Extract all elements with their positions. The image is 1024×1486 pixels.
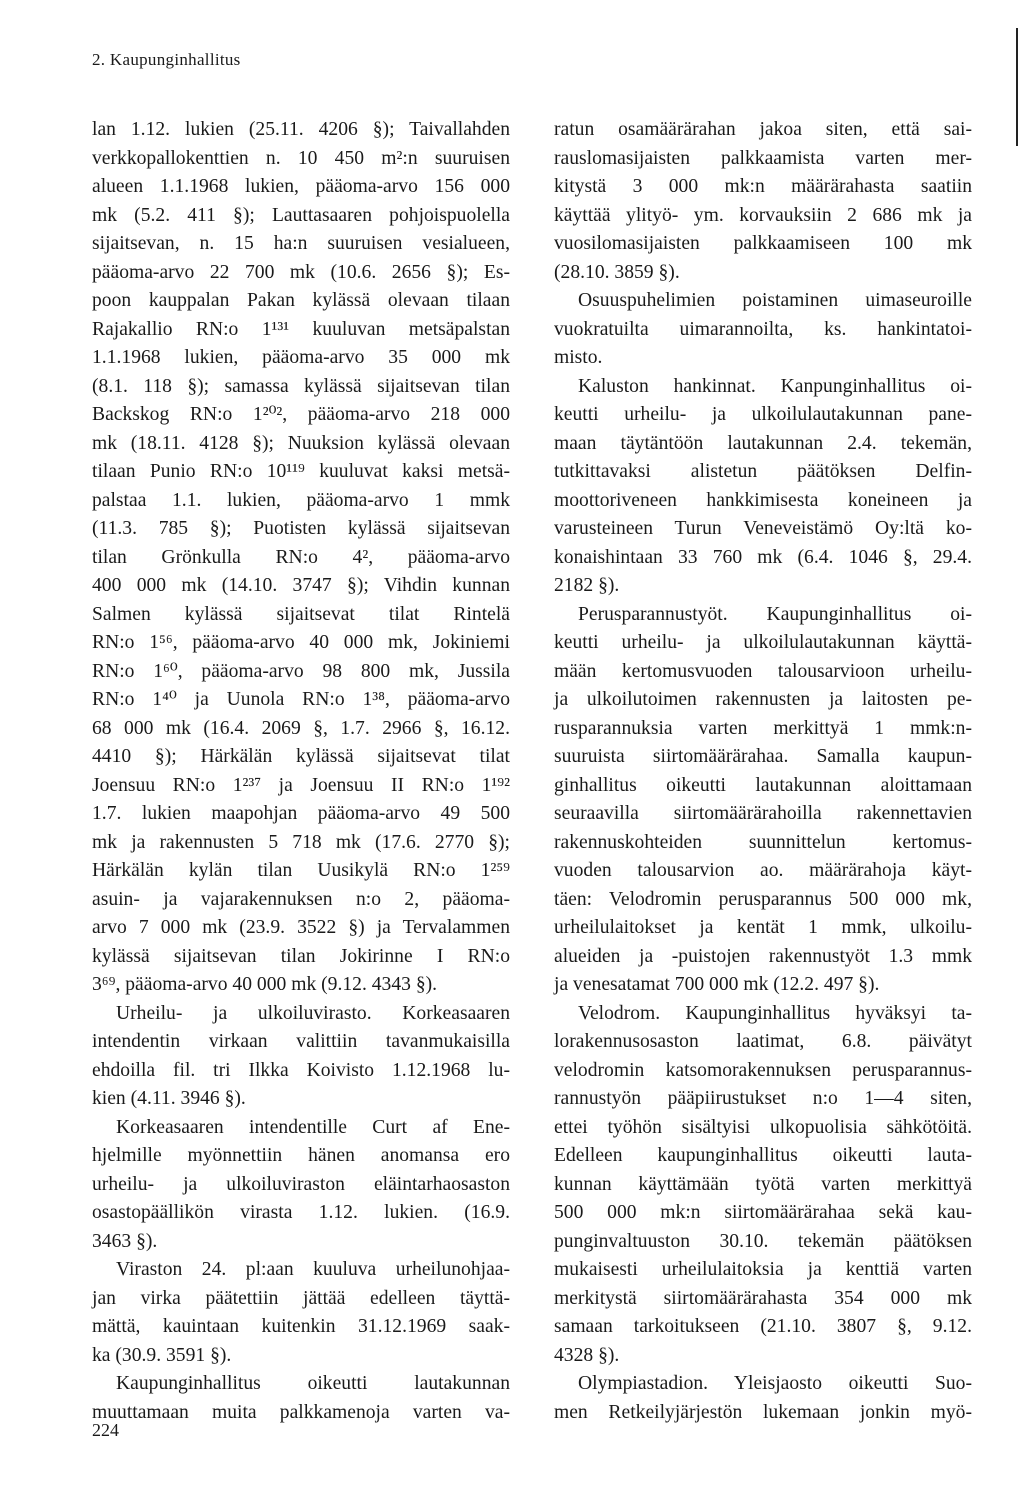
text-line: 400 000 mk (14.10. 3747 §); Vihdin kunnan — [92, 575, 510, 596]
text-line: sijaitsevan, n. 15 ha:n suuruisen vesialueen, — [92, 233, 510, 254]
text-line: vuoden talousarvion ao. määrärahoja käyt- — [554, 860, 972, 881]
text-line: suuruista siirtomäärärahaa. Samalla kaupun- — [554, 746, 972, 767]
text-line: mk ja rakennusten 5 718 mk (17.6. 2770 §); — [92, 831, 510, 853]
text-line: Olympiastadion. Yleisjaosto oikeutti Suo- — [578, 1373, 972, 1394]
text-line: asuin- ja vajarakennuksen n:o 2, pääoma- — [92, 888, 510, 910]
text-line: Korkeasaaren intendentille Curt af Ene- — [116, 1116, 510, 1138]
left-column — [92, 116, 510, 1427]
text-line: keutti urheilu- ja ulkoilulautakunnan pane- — [554, 404, 972, 425]
text-line: Velodrom. Kaupunginhallitus hyväksyi ta- — [578, 1002, 972, 1024]
text-line: keutti urheilu- ja ulkoilulautakunnan käyttä- — [554, 632, 972, 653]
text-line: kitystä 3 000 mk:n määrärahasta saatiin — [554, 176, 972, 197]
text-line: men Retkeilyjärjestön lukemaan jonkin myö- — [554, 1401, 972, 1423]
text-line: 3⁶⁹, pääoma-arvo 40 000 mk (9.12. 4343 §). — [92, 974, 438, 995]
text-line: rannustyön pääpiirustukset n:o 1—4 siten, — [554, 1088, 972, 1109]
text-line: varusteineen Turun Veneveistämö Oy:ltä ko- — [554, 518, 972, 539]
text-line: Kaupunginhallitus oikeutti lautakunnan — [116, 1373, 510, 1394]
text-line: rusparannuksia varten merkittyä 1 mmk:n- — [554, 717, 972, 739]
text-line: kunnan käyttämään työtä varten merkittyä — [554, 1173, 972, 1195]
text-line: Perusparannustyöt. Kaupunginhallitus oi- — [578, 603, 972, 625]
text-line: merkitystä siirtomäärärahasta 354 000 mk — [554, 1287, 972, 1309]
text-line: rakennuskohteiden suunnittelun kertomus- — [554, 831, 972, 853]
text-line: hjelmille myönnettiin hänen anomansa ero — [92, 1145, 510, 1166]
text-line: Rajakallio RN:o 1¹³¹ kuuluvan metsäpalstan — [92, 318, 510, 340]
text-line: misto. — [554, 347, 603, 368]
text-line: RN:o 1⁴⁰ ja Uunola RN:o 1³⁸, pääoma-arvo — [92, 689, 510, 710]
text-line: pääoma-arvo 22 700 mk (10.6. 2656 §); Es- — [92, 261, 510, 283]
text-line: rauslomasijaisten palkkaamista varten mer- — [554, 147, 972, 169]
text-line: velodromin katsomorakennuksen perusparannus- — [554, 1059, 972, 1081]
text-line: muuttamaan muita palkkamenoja varten va- — [92, 1401, 510, 1423]
text-line: seuraavilla siirtomäärärahoilla rakennettavien — [554, 803, 972, 824]
text-line: täen: Velodromin perusparannus 500 000 mk, — [554, 888, 972, 910]
text-line: (8.1. 118 §); samassa kylässä sijaitsevan tilan — [92, 375, 510, 397]
page-number: 224 — [92, 1420, 119, 1440]
text-line: moottoriveneen hankkimisesta koneineen ja — [554, 489, 972, 511]
text-line: 4410 §); Härkälän kylässä sijaitsevat tilat — [92, 746, 510, 767]
text-line: lorakennusosaston laatimat, 6.8. päivätyt — [554, 1031, 972, 1052]
text-line: Edelleen kaupunginhallitus oikeutti lauta- — [554, 1145, 972, 1166]
text-line: poon kauppalan Pakan kylässä olevaan tilaan — [92, 290, 510, 311]
text-line: Härkälän kylän tilan Uusikylä RN:o 1²⁵⁹ — [92, 860, 510, 881]
text-line: 500 000 mk:n siirtomäärärahaa sekä kau- — [554, 1202, 972, 1223]
text-line: ginhallitus oikeutti lautakunnan aloittamaan — [554, 774, 972, 796]
text-line: urheilulaitokset ja kentät 1 mmk, ulkoilu- — [554, 917, 972, 938]
text-line: urheilu- ja ulkoiluviraston eläintarhaosaston — [92, 1173, 510, 1195]
text-line: RN:o 1⁵⁶, pääoma-arvo 40 000 mk, Jokiniemi — [92, 632, 510, 653]
text-line: vuosilomasijaisten palkkaamiseen 100 mk — [554, 233, 972, 254]
text-line: Kaluston hankinnat. Kanpunginhallitus oi- — [578, 375, 972, 397]
margin-rule — [1016, 28, 1018, 146]
text-line: 2182 §). — [554, 575, 620, 596]
text-line: vuokratuilta uimarannoilta, ks. hankintatoi- — [554, 318, 972, 340]
text-line: ettei työhön sisältyisi ulkopuolisia sähkötöitä. — [554, 1116, 972, 1138]
text-line: Viraston 24. pl:aan kuuluva urheilunohjaa- — [116, 1259, 510, 1280]
text-line: 1.1.1968 lukien, pääoma-arvo 35 000 mk — [92, 347, 510, 368]
text-line: 1.7. lukien maapohjan pääoma-arvo 49 500 — [92, 803, 510, 824]
text-line: tutkittavaksi alistetun päätöksen Delfin- — [554, 461, 972, 482]
text-line: 4328 §). — [554, 1344, 620, 1366]
text-line: ja ulkoilutoimen rakennusten ja laitosten pe- — [554, 689, 972, 710]
text-line: verkkopallokenttien n. 10 450 m²:n suuruisen — [92, 147, 510, 169]
text-line: tilan Grönkulla RN:o 4², pääoma-arvo — [92, 546, 510, 568]
text-line: arvo 7 000 mk (23.9. 3522 §) ja Tervalammen — [92, 917, 510, 938]
text-line: tilaan Punio RN:o 10¹¹⁹ kuuluvat kaksi metsä- — [92, 461, 510, 482]
text-line: lan 1.12. lukien (25.11. 4206 §); Taivallahden — [92, 119, 510, 140]
text-line: käyttää ylityö- ym. korvauksiin 2 686 mk ja — [554, 204, 972, 226]
text-line: mään kertomusvuoden talousarvioon urheilu- — [554, 660, 972, 682]
text-line: punginvaltuuston 30.10. tekemän päätöksen — [554, 1230, 972, 1252]
text-line: palstaa 1.1. lukien, pääoma-arvo 1 mmk — [92, 489, 510, 511]
right-column — [554, 116, 972, 1427]
text-line: mk (5.2. 411 §); Lauttasaaren pohjoispuolella — [92, 204, 510, 226]
text-line: alueen 1.1.1968 lukien, pääoma-arvo 156 000 — [92, 176, 510, 197]
text-line: maan täytäntöön lautakunnan 2.4. tekemän, — [554, 432, 972, 454]
text-line: (11.3. 785 §); Puotisten kylässä sijaitsevan — [92, 518, 510, 539]
text-line: ehdoilla fil. tri Ilkka Koivisto 1.12.1968 lu- — [92, 1059, 510, 1081]
text-line: osastopäällikön virasta 1.12. lukien. (16.9. — [92, 1202, 510, 1223]
text-line: 3463 §). — [92, 1230, 158, 1252]
text-line: intendentin virkaan valittiin tavanmukaisilla — [92, 1031, 510, 1052]
text-line: ratun osamäärärahan jakoa siten, että sai- — [554, 119, 972, 140]
text-line: mk (18.11. 4128 §); Nuuksion kylässä olevaan — [92, 432, 510, 454]
text-line: ja venesatamat 700 000 mk (12.2. 497 §). — [554, 974, 880, 995]
text-line: ka (30.9. 3591 §). — [92, 1344, 232, 1366]
text-line: mukaisesti urheilulaitoksia ja kenttiä varten — [554, 1259, 972, 1280]
text-line: kylässä sijaitsevan tilan Jokirinne I RN:o — [92, 945, 510, 967]
text-line: Joensuu RN:o 1²³⁷ ja Joensuu II RN:o 1¹⁹² — [92, 774, 510, 796]
text-line: kien (4.11. 3946 §). — [92, 1088, 246, 1109]
text-line: 68 000 mk (16.4. 2069 §, 1.7. 2966 §, 16.12. — [92, 717, 510, 739]
text-line: mättä, kauintaan kuitenkin 31.12.1969 saak- — [92, 1316, 510, 1337]
text-line: Urheilu- ja ulkoiluvirasto. Korkeasaaren — [116, 1002, 510, 1024]
text-line: RN:o 1⁶⁰, pääoma-arvo 98 800 mk, Jussila — [92, 660, 510, 682]
text-line: Salmen kylässä sijaitsevat tilat Rintelä — [92, 603, 510, 625]
text-line: Osuuspuhelimien poistaminen uimaseuroille — [578, 290, 972, 311]
running-head: 2. Kaupunginhallitus — [92, 50, 241, 69]
text-line: (28.10. 3859 §). — [554, 261, 680, 283]
text-line: alueiden ja -puistojen rakennustyöt 1.3 mmk — [554, 945, 972, 967]
text-line: samaan tarkoitukseen (21.10. 3807 §, 9.12. — [554, 1316, 972, 1337]
text-line: jan virka päätettiin jättää edelleen täyttä- — [92, 1287, 510, 1309]
text-line: Backskog RN:o 1²⁰², pääoma-arvo 218 000 — [92, 404, 510, 425]
text-line: konaishintaan 33 760 mk (6.4. 1046 §, 29.4. — [554, 546, 972, 568]
